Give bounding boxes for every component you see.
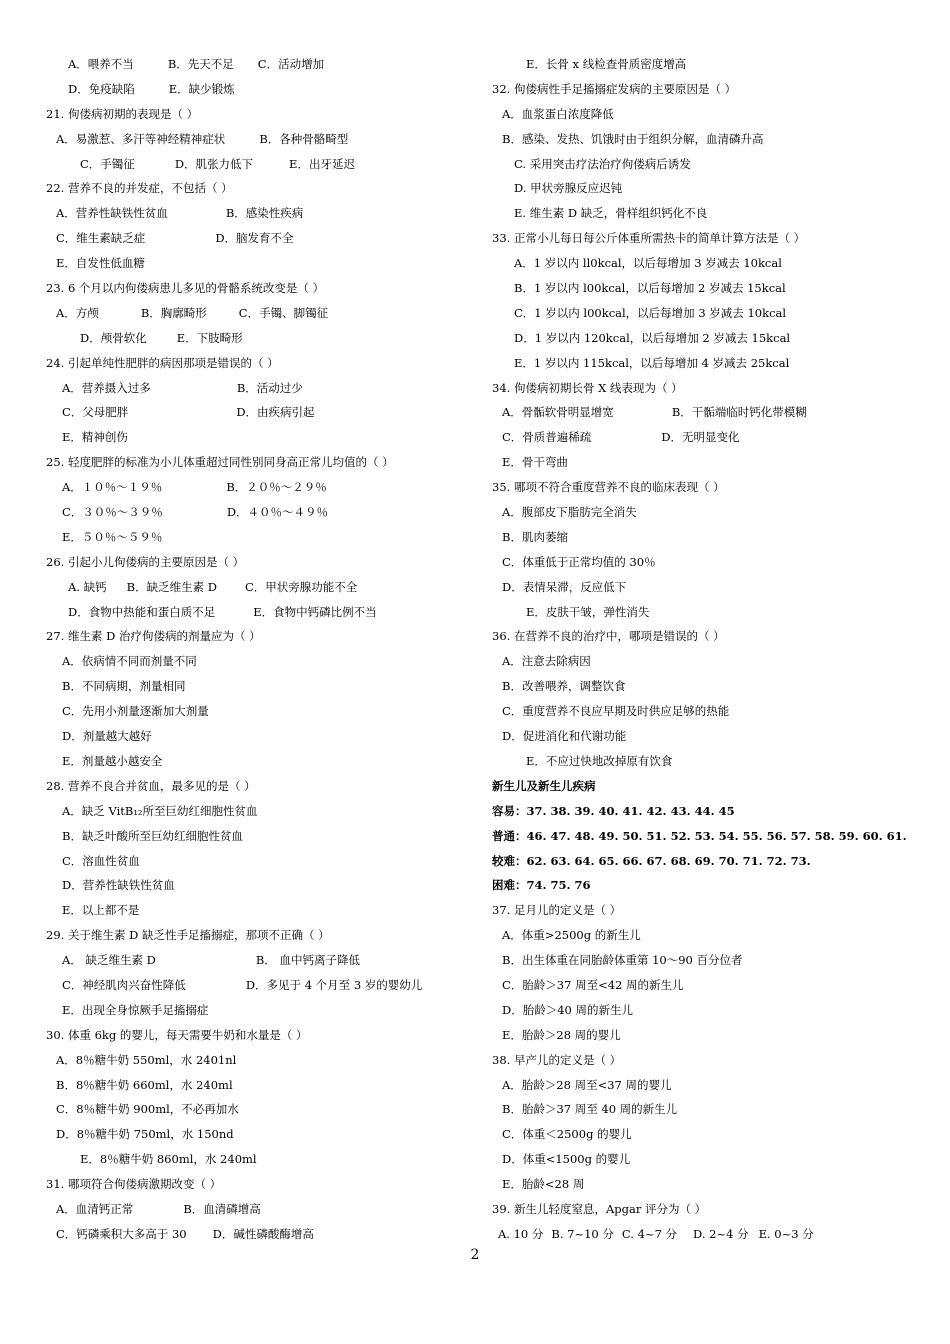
option-line: [492, 575, 922, 600]
option-text: D．脑发育不全: [215, 231, 294, 246]
option-text: B．２０％～２９％: [226, 480, 327, 495]
option-line: [46, 251, 476, 276]
option-text: A．骨骺软骨明显增宽: [502, 405, 614, 420]
option-text: C．骨质普遍稀疏: [502, 430, 592, 445]
question-text: 27. 维生素 D 治疗佝偻病的剂量应为（ ）: [46, 629, 261, 644]
option-text: E. 维生素 D 缺乏，骨样组织钙化不良: [514, 206, 708, 221]
option-line: [46, 1073, 476, 1098]
option-line: [46, 948, 476, 973]
option-text: C. 采用突击疗法治疗佝偻病后诱发: [514, 156, 691, 171]
option-text: E．皮肤干皱，弹性消失: [526, 604, 650, 619]
option-text: A．依病情不同而剂量不同: [62, 654, 197, 669]
option-text: C．甲状旁腺功能不全: [244, 579, 358, 594]
option-line: [46, 127, 476, 152]
option-line: [492, 973, 922, 998]
option-line: [492, 1222, 922, 1247]
option-line: [46, 849, 476, 874]
question-text: 39. 新生儿轻度窒息，Apgar 评分为（ ）: [492, 1201, 707, 1216]
question-text: 24. 引起单纯性肥胖的病因那项是错误的（ ）: [46, 355, 279, 370]
option-line: [492, 102, 922, 127]
option-text: A．营养性缺铁性贫血: [56, 206, 168, 221]
option-text: E．骨干弯曲: [502, 455, 568, 470]
question-text: 23. 6 个月以内佝偻病患儿多见的骨骼系统改变是（ ）: [46, 281, 325, 296]
option-line: [492, 301, 922, 326]
option-line: [46, 600, 476, 625]
question-line: [46, 1172, 476, 1197]
question-line: [46, 276, 476, 301]
option-line: [492, 649, 922, 674]
option-line: [46, 1222, 476, 1247]
question-line: [46, 550, 476, 575]
option-text: C．３０％～３９％: [62, 505, 163, 520]
option-line: [46, 799, 476, 824]
option-text: E．食物中钙磷比例不当: [253, 604, 377, 619]
option-text: B．各种骨骼畸型: [259, 131, 349, 146]
option-line: [492, 998, 922, 1023]
option-text: C．手镯征: [80, 156, 135, 171]
option-text: B． 血中钙离子降低: [255, 953, 360, 968]
option-text: D. 甲状旁腺反应迟钝: [514, 181, 623, 196]
option-line: [492, 1122, 922, 1147]
option-text: A． 缺乏维生素 D: [62, 953, 156, 968]
question-line: [492, 873, 922, 898]
option-text: C．活动增加: [257, 57, 325, 71]
option-line: [492, 1097, 922, 1122]
option-line: [492, 276, 922, 301]
option-text: B．出生体重在同胎龄体重第 10～90 百分位者: [502, 953, 743, 968]
question-text: 35. 哪项不符合重度营养不良的临床表现（ ）: [492, 480, 725, 495]
option-text: C．体重低于正常均值的 30％: [502, 554, 656, 569]
option-text: D．无明显变化: [661, 430, 740, 445]
question-line: [46, 450, 476, 475]
option-line: [46, 1197, 476, 1222]
option-text: E．自发性低血糖: [56, 256, 145, 271]
option-line: [492, 450, 922, 475]
option-line: [46, 1097, 476, 1122]
question-line: [492, 1197, 922, 1222]
option-text: B．1 岁以内 l00kcal，以后每增加 2 岁减去 15kcal: [514, 281, 786, 296]
option-line: [46, 749, 476, 774]
option-text: C．体重＜2500g 的婴儿: [502, 1127, 632, 1142]
option-text: A. 10 分: [498, 1226, 544, 1241]
option-text: E．胎龄＞28 周的婴儿: [502, 1027, 621, 1042]
right-column: [492, 52, 922, 1247]
option-text: D．表情呆滞，反应低下: [502, 579, 627, 594]
question-line: [492, 774, 922, 799]
option-text: D．促进消化和代谢功能: [502, 729, 627, 744]
question-text: 36. 在营养不良的治疗中，哪项是错误的（ ）: [492, 629, 725, 644]
option-text: B. 7~10 分: [551, 1226, 614, 1241]
question-line: [492, 226, 922, 251]
option-line: [492, 724, 922, 749]
question-text: 38. 早产儿的定义是（ ）: [492, 1052, 622, 1067]
option-text: D．４０％～４９％: [226, 505, 329, 520]
question-text: 30. 体重 6kg 的婴儿，每天需要牛奶和水量是（ ）: [46, 1027, 308, 1042]
question-line: [46, 774, 476, 799]
option-text: A．1 岁以内 ll0kcal，以后每增加 3 岁减去 10kcal: [514, 256, 782, 271]
option-text: A．腹部皮下脂肪完全消失: [502, 505, 637, 520]
option-line: [46, 824, 476, 849]
option-line: [46, 973, 476, 998]
option-text: D．碱性磷酸酶增高: [212, 1226, 314, 1241]
option-line: [492, 52, 922, 77]
option-text: E．长骨 x 线检查骨质密度增高: [526, 57, 687, 71]
option-text: A．8％糖牛奶 550ml，水 2401nl: [56, 1052, 237, 1067]
question-text: 29. 关于维生素 D 缺乏性手足搐搦症，那项不正确（ ）: [46, 928, 330, 943]
option-text: A．易激惹、多汗等神经精神症状: [56, 131, 226, 146]
question-text: 26. 引起小儿佝偻病的主要原因是（ ）: [46, 554, 245, 569]
option-text: A．体重>2500g 的新生儿: [502, 928, 641, 943]
option-text: D．颅骨软化: [80, 330, 147, 345]
option-text: D．剂量越大越好: [62, 729, 152, 744]
option-text: A. 缺钙: [68, 579, 107, 594]
option-line: [46, 649, 476, 674]
question-text: 37. 足月儿的定义是（ ）: [492, 903, 622, 918]
option-text: C．溶血性贫血: [62, 853, 140, 868]
question-line: [492, 376, 922, 401]
question-line: [492, 824, 922, 849]
option-line: [46, 1147, 476, 1172]
option-line: [492, 500, 922, 525]
option-line: [46, 873, 476, 898]
option-line: [46, 998, 476, 1023]
question-line: [492, 898, 922, 923]
option-text: A．胎龄＞28 周至<37 周的婴儿: [502, 1077, 672, 1092]
option-line: [492, 201, 922, 226]
option-line: [492, 251, 922, 276]
option-text: E. 0~3 分: [758, 1226, 814, 1241]
question-text: 22. 营养不良的并发症，不包括（ ）: [46, 181, 233, 196]
question-text: 34. 佝偻病初期长骨 X 线表现为（ ）: [492, 380, 683, 395]
option-line: [46, 77, 476, 102]
question-line: [492, 849, 922, 874]
option-line: [46, 500, 476, 525]
option-text: E．不应过快地改掉原有饮食: [526, 753, 673, 768]
option-line: [46, 400, 476, 425]
option-text: A．１０％～１９％: [62, 480, 163, 495]
option-line: [492, 550, 922, 575]
question-text: 普通：46. 47. 48. 49. 50. 51. 52. 53. 54. 55. 56. 57. 58. 59. 60. 61.: [492, 828, 907, 843]
question-text: 新生儿及新生儿疾病: [492, 778, 596, 793]
question-line: [492, 1048, 922, 1073]
option-text: E．出牙延迟: [289, 156, 355, 171]
option-text: A．方颅: [56, 305, 99, 320]
option-line: [46, 376, 476, 401]
option-text: D．胎龄＞40 周的新生儿: [502, 1002, 634, 1017]
option-text: E．下肢畸形: [176, 330, 243, 345]
option-line: [492, 1172, 922, 1197]
option-line: [46, 699, 476, 724]
option-text: C. 4~7 分: [621, 1226, 678, 1241]
option-text: D．营养性缺铁性贫血: [62, 878, 175, 893]
option-text: E．1 岁以内 115kcal，以后每增加 4 岁减去 25kcal: [514, 355, 790, 370]
option-text: B．缺乏维生素 D: [126, 579, 217, 594]
question-text: 28. 营养不良合并贫血，最多见的是（ ）: [46, 778, 256, 793]
option-text: C．8％糖牛奶 900ml，不必再加水: [56, 1102, 239, 1117]
option-text: C．重度营养不良应早期及时供应足够的热能: [502, 704, 730, 719]
option-line: [492, 152, 922, 177]
option-text: E．缺少锻炼: [168, 81, 235, 96]
option-line: [492, 674, 922, 699]
question-line: [46, 1023, 476, 1048]
option-text: A．喂养不当: [68, 57, 134, 71]
question-text: 25. 轻度肥胖的标准为小儿体重超过同性别同身高正常儿均值的（ ）: [46, 455, 394, 470]
option-text: E．胎龄<28 周: [502, 1177, 585, 1192]
option-line: [492, 176, 922, 201]
option-text: A．血浆蛋白浓度降低: [502, 106, 614, 121]
option-text: B．8％糖牛奶 660ml，水 240ml: [56, 1077, 233, 1092]
option-line: [46, 724, 476, 749]
option-text: B．先天不足: [167, 57, 234, 71]
question-text: 33. 正常小儿每日每公斤体重所需热卡的简单计算方法是（ ）: [492, 231, 806, 246]
option-line: [492, 425, 922, 450]
option-line: [46, 575, 476, 600]
option-line: [46, 1122, 476, 1147]
option-text: B．感染性疾病: [225, 206, 304, 221]
question-text: 31. 哪项符合佝偻病激期改变（ ）: [46, 1177, 222, 1192]
option-line: [492, 525, 922, 550]
option-text: B．肌肉萎缩: [502, 529, 568, 544]
option-text: D．食物中热能和蛋白质不足: [68, 604, 216, 619]
left-column: [46, 52, 476, 1247]
question-text: 较难：62. 63. 64. 65. 66. 67. 68. 69. 70. 71. 72. 73.: [492, 853, 811, 868]
question-text: 21. 佝偻病初期的表现是（ ）: [46, 106, 199, 121]
option-text: D. 2~4 分: [693, 1226, 749, 1241]
question-line: [46, 624, 476, 649]
option-text: C．手镯、脚镯征: [238, 305, 329, 320]
question-line: [492, 799, 922, 824]
option-text: D．多见于 4 个月至 3 岁的婴幼儿: [245, 977, 423, 992]
option-line: [492, 600, 922, 625]
option-text: E．５０％～５９％: [62, 529, 163, 544]
option-line: [46, 326, 476, 351]
question-line: [492, 475, 922, 500]
option-text: E．出现全身惊厥手足搐搦症: [62, 1002, 209, 1017]
option-text: B．胎龄＞37 周至 40 周的新生儿: [502, 1102, 678, 1117]
option-text: C．钙磷乘积大多高于 30: [56, 1226, 187, 1241]
question-text: 容易：37. 38. 39. 40. 41. 42. 43. 44. 45: [492, 803, 735, 818]
option-text: D．由疾病引起: [236, 405, 315, 420]
option-text: B．缺乏叶酸所至巨幼红细胞性贫血: [62, 828, 243, 843]
option-line: [46, 226, 476, 251]
option-line: [46, 152, 476, 177]
option-line: [492, 749, 922, 774]
option-text: C．先用小剂量逐渐加大剂量: [62, 704, 209, 719]
option-text: D．肌张力低下: [174, 156, 254, 171]
option-text: D．体重<1500g 的婴儿: [502, 1152, 631, 1167]
option-text: C．胎龄＞37 周至<42 周的新生儿: [502, 977, 684, 992]
option-line: [492, 1147, 922, 1172]
option-line: [492, 923, 922, 948]
question-line: [46, 176, 476, 201]
option-text: A．血清钙正常: [56, 1201, 134, 1216]
option-line: [492, 1073, 922, 1098]
option-line: [492, 400, 922, 425]
option-line: [46, 475, 476, 500]
option-text: D．1 岁以内 120kcal，以后每增加 2 岁减去 15kcal: [514, 330, 791, 345]
option-text: E．精神创伤: [62, 430, 128, 445]
option-text: B．不同病期，剂量相同: [62, 679, 186, 694]
page-number: 2: [470, 1247, 480, 1263]
question-line: [46, 351, 476, 376]
option-text: D．8％糖牛奶 750ml，水 150nd: [56, 1127, 234, 1142]
option-line: [492, 1023, 922, 1048]
option-line: [46, 525, 476, 550]
option-text: C．神经肌肉兴奋性降低: [62, 977, 186, 992]
option-line: [46, 1048, 476, 1073]
option-text: A．营养摄入过多: [62, 380, 151, 395]
option-text: E．8％糖牛奶 860ml，水 240ml: [80, 1152, 257, 1167]
option-text: C．维生素缺乏症: [56, 231, 146, 246]
option-line: [492, 326, 922, 351]
option-line: [492, 699, 922, 724]
option-line: [492, 948, 922, 973]
option-line: [46, 201, 476, 226]
option-text: B．活动过少: [236, 380, 303, 395]
option-line: [46, 674, 476, 699]
option-text: B．改善喂养，调整饮食: [502, 679, 626, 694]
option-line: [492, 351, 922, 376]
option-text: A．注意去除病因: [502, 654, 591, 669]
option-text: D．免疫缺陷: [68, 81, 135, 96]
option-text: E．剂量越小越安全: [62, 753, 163, 768]
option-text: B．感染、发热、饥饿时由于组织分解，血清磷升高: [502, 131, 764, 146]
option-text: B．血清磷增高: [183, 1201, 261, 1216]
option-line: [46, 301, 476, 326]
question-line: [46, 923, 476, 948]
option-text: A．缺乏 VitB₁₂所至巨幼红细胞性贫血: [62, 803, 258, 818]
question-line: [492, 77, 922, 102]
option-line: [46, 52, 476, 77]
option-line: [46, 898, 476, 923]
option-text: E．以上都不是: [62, 903, 140, 918]
option-text: B．胸廓畸形: [140, 305, 207, 320]
option-line: [46, 425, 476, 450]
question-line: [46, 102, 476, 127]
question-line: [492, 624, 922, 649]
question-text: 困难：74. 75. 76: [492, 878, 591, 893]
option-text: C．1 岁以内 l00kcal，以后每增加 3 岁减去 10kcal: [514, 305, 787, 320]
option-text: C．父母肥胖: [62, 405, 129, 420]
option-text: B．干骺端临时钙化带模糊: [671, 405, 807, 420]
question-text: 32. 佝偻病性手足搐搦症发病的主要原因是（ ）: [492, 81, 737, 96]
option-line: [492, 127, 922, 152]
